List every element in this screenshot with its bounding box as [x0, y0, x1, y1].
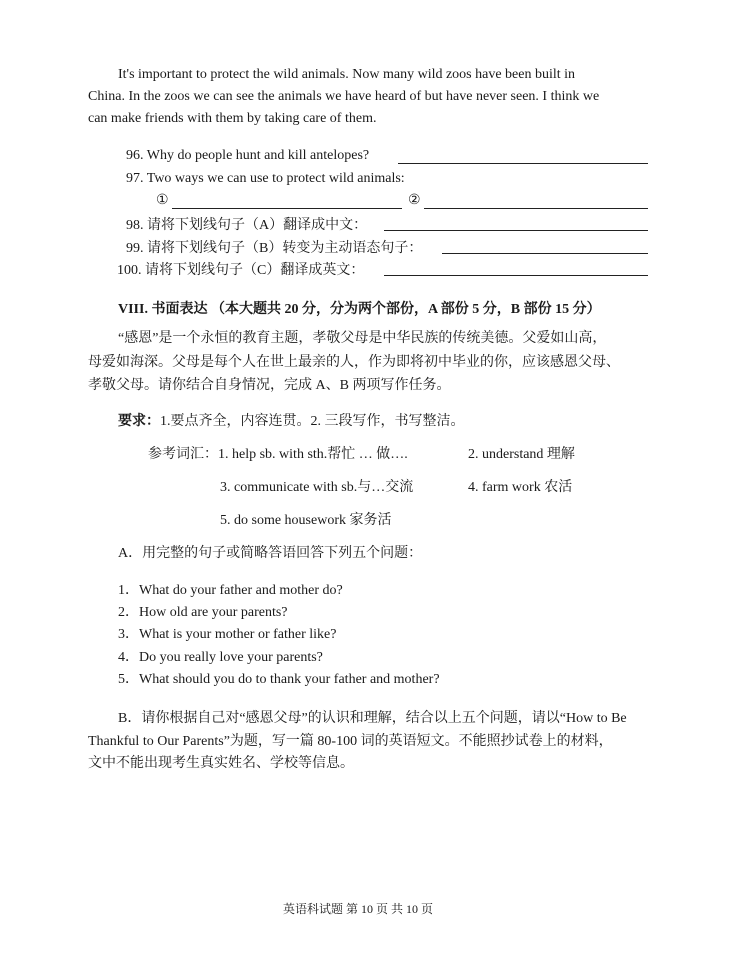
section-heading: VIII. 书面表达 （本大题共 20 分，分为两个部份，A 部份 5 分，B 部份 15 分） — [118, 302, 601, 317]
passage-line-3: can make friends with them by taking care of them. — [88, 111, 377, 126]
part-a-question-2: 2．How old are your parents? — [118, 605, 288, 620]
question-97: 97. Two ways we can use to protect wild animals: — [126, 171, 405, 186]
part-b-line-2: Thankful to Our Parents”为题，写一篇 80-100 词的英语短文。不能照抄试卷上的材料， — [88, 734, 613, 749]
answer-line-98[interactable] — [384, 230, 648, 231]
question-100: 100. 请将下划线句子（C）翻译成英文： — [117, 263, 365, 278]
intro-line-3: 孝敬父母。请你结合自身情况，完成 A、B 两项写作任务。 — [88, 378, 451, 393]
part-a-heading: A．用完整的句子或简略答语回答下列五个问题： — [118, 546, 423, 561]
vocab-item-3: 3. communicate with sb.与…交流 — [220, 480, 414, 495]
vocab-item-4: 4. farm work 农活 — [468, 480, 573, 495]
part-a-question-4: 4．Do you really love your parents? — [118, 650, 323, 665]
passage-line-2: China. In the zoos we can see the animals we have heard of but have never seen. I think we — [88, 89, 600, 104]
answer-line-100[interactable] — [384, 275, 648, 276]
part-a-question-5: 5．What should you do to thank your father and mother? — [118, 672, 440, 687]
requirements-text: 1.要点齐全，内容连贯。2. 三段写作，书写整洁。 — [160, 414, 465, 429]
answer-line-97-2[interactable] — [424, 208, 648, 209]
answer-line-97-1[interactable] — [172, 208, 402, 209]
answer-line-96[interactable] — [398, 163, 648, 164]
vocab-row-1 — [148, 443, 408, 463]
passage-line-1: It's important to protect the wild animals. Now many wild zoos have been built in — [118, 67, 576, 82]
vocab-label: 参考词汇： — [148, 447, 218, 462]
intro-line-2: 母爱如海深。父母是每个人在世上最亲的人，作为即将初中毕业的你，应该感恩父母、 — [88, 355, 620, 370]
requirements-label: 要求： — [118, 414, 160, 429]
question-96: 96. Why do people hunt and kill antelopes? — [126, 148, 370, 163]
question-97-marker-2: ② — [408, 193, 421, 208]
vocab-item-5: 5. do some housework 家务活 — [220, 513, 392, 528]
part-a-question-1: 1．What do your father and mother do? — [118, 583, 343, 598]
part-a-question-3: 3．What is your mother or father like? — [118, 627, 337, 642]
answer-line-99[interactable] — [442, 253, 648, 254]
vocab-item-2: 2. understand 理解 — [468, 447, 575, 462]
requirements — [118, 410, 465, 430]
question-98: 98. 请将下划线句子（A）翻译成中文： — [126, 218, 368, 233]
question-99: 99. 请将下划线句子（B）转变为主动语态句子： — [126, 241, 423, 256]
question-97-marker-1: ① — [156, 193, 169, 208]
part-b-line-1: B．请你根据自己对“感恩父母”的认识和理解，结合以上五个问题，请以“How to Be — [118, 711, 627, 726]
vocab-item-1: 1. help sb. with sth.帮忙 … 做…. — [218, 447, 408, 462]
intro-line-1: “感恩”是一个永恒的教育主题，孝敬父母是中华民族的传统美德。父爱如山高， — [118, 331, 607, 346]
part-b-line-3: 文中不能出现考生真实姓名、学校等信息。 — [88, 756, 354, 771]
page-footer: 英语科试题 第 10 页 共 10 页 — [283, 902, 434, 916]
